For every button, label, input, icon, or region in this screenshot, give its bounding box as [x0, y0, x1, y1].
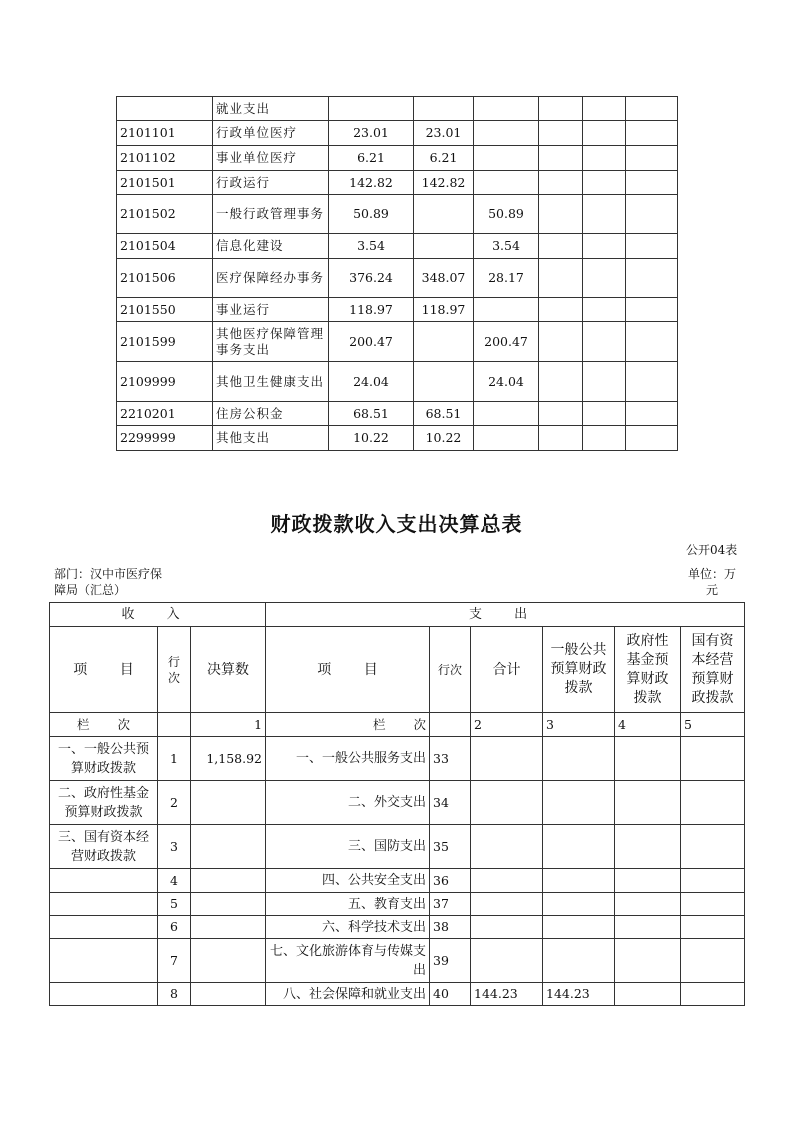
table-row [117, 362, 678, 402]
income-line: 3 [158, 825, 191, 869]
expense-line: 39 [430, 939, 471, 983]
row-col6 [539, 234, 583, 259]
row-name: 信息化建设 [213, 234, 329, 259]
expense-item: 三、国防支出 [266, 825, 430, 869]
row-col6 [539, 298, 583, 322]
expense-line: 33 [430, 737, 471, 781]
expense-line: 34 [430, 781, 471, 825]
table-row [117, 195, 678, 234]
index-expense-item: 栏 次 [266, 713, 430, 737]
income-amount [191, 893, 266, 916]
income-line: 2 [158, 781, 191, 825]
state-capital [681, 825, 745, 869]
income-amount [191, 869, 266, 893]
index-income-item: 栏 次 [50, 713, 158, 737]
row-col7 [583, 426, 626, 451]
total [471, 825, 543, 869]
row-total [329, 97, 414, 121]
expense-line: 36 [430, 869, 471, 893]
index-income-line [158, 713, 191, 737]
row-col6 [539, 402, 583, 426]
table-row [50, 916, 745, 939]
form-number: 公开04表 [686, 543, 738, 557]
income-line: 1 [158, 737, 191, 781]
row-col8 [626, 97, 678, 121]
row-col7 [583, 234, 626, 259]
income-amount: 1,158.92 [191, 737, 266, 781]
row-name: 事业运行 [213, 298, 329, 322]
row-code: 2101550 [117, 298, 213, 322]
state-capital [681, 916, 745, 939]
row-col7 [583, 146, 626, 171]
income-line: 7 [158, 939, 191, 983]
income-line: 4 [158, 869, 191, 893]
total [471, 781, 543, 825]
fiscal-appropriation-summary-table [49, 602, 745, 1006]
table-row [117, 121, 678, 146]
row-col8 [626, 322, 678, 362]
row-col6 [539, 97, 583, 121]
gov-fund [615, 916, 681, 939]
row-basic: 23.01 [414, 121, 474, 146]
state-capital [681, 737, 745, 781]
table-row [50, 893, 745, 916]
table-row [50, 825, 745, 869]
index-total: 2 [471, 713, 543, 737]
row-col8 [626, 298, 678, 322]
row-col8 [626, 146, 678, 171]
header-general-budget: 一般公共预算财政拨款 [543, 627, 615, 713]
row-col7 [583, 121, 626, 146]
income-amount [191, 781, 266, 825]
row-project [474, 121, 539, 146]
expense-item: 一、一般公共服务支出 [266, 737, 430, 781]
row-code: 2101599 [117, 322, 213, 362]
state-capital [681, 939, 745, 983]
row-basic [414, 362, 474, 402]
row-basic: 142.82 [414, 171, 474, 195]
row-project [474, 402, 539, 426]
table-row [50, 737, 745, 781]
expense-line: 37 [430, 893, 471, 916]
column-index-row [50, 713, 745, 737]
row-code: 2210201 [117, 402, 213, 426]
state-capital [681, 983, 745, 1006]
table-row [50, 781, 745, 825]
header-income-line: 行次 [158, 627, 191, 713]
income-item [50, 893, 158, 916]
row-basic [414, 97, 474, 121]
table-row [117, 171, 678, 195]
row-code: 2101504 [117, 234, 213, 259]
row-name: 其他卫生健康支出 [213, 362, 329, 402]
row-code [117, 97, 213, 121]
state-capital [681, 893, 745, 916]
row-name: 行政单位医疗 [213, 121, 329, 146]
gov-fund [615, 825, 681, 869]
row-total: 24.04 [329, 362, 414, 402]
income-amount [191, 939, 266, 983]
row-name: 就业支出 [213, 97, 329, 121]
table-row [117, 402, 678, 426]
row-total: 10.22 [329, 426, 414, 451]
row-total: 118.97 [329, 298, 414, 322]
section-header-row [50, 603, 745, 627]
table-row [117, 322, 678, 362]
row-code: 2101502 [117, 195, 213, 234]
row-col6 [539, 259, 583, 298]
row-name: 住房公积金 [213, 402, 329, 426]
income-amount [191, 916, 266, 939]
row-project [474, 171, 539, 195]
row-total: 200.47 [329, 322, 414, 362]
row-basic [414, 322, 474, 362]
row-col7 [583, 402, 626, 426]
general-budget [543, 893, 615, 916]
gov-fund [615, 737, 681, 781]
row-name: 其他医疗保障管理事务支出 [213, 322, 329, 362]
row-col7 [583, 195, 626, 234]
income-item: 二、政府性基金预算财政拨款 [50, 781, 158, 825]
row-total: 3.54 [329, 234, 414, 259]
row-code: 2101102 [117, 146, 213, 171]
gov-fund [615, 893, 681, 916]
general-budget [543, 781, 615, 825]
general-budget [543, 869, 615, 893]
general-budget [543, 737, 615, 781]
row-name: 事业单位医疗 [213, 146, 329, 171]
row-col7 [583, 97, 626, 121]
total: 144.23 [471, 983, 543, 1006]
row-project [474, 298, 539, 322]
table-row [117, 426, 678, 451]
general-budget [543, 939, 615, 983]
row-basic [414, 195, 474, 234]
row-total: 50.89 [329, 195, 414, 234]
expense-item: 八、社会保障和就业支出 [266, 983, 430, 1006]
row-basic: 10.22 [414, 426, 474, 451]
expense-item: 五、教育支出 [266, 893, 430, 916]
general-budget [543, 825, 615, 869]
row-col8 [626, 121, 678, 146]
expense-line: 40 [430, 983, 471, 1006]
total [471, 869, 543, 893]
row-project [474, 146, 539, 171]
index-gov-fund: 4 [615, 713, 681, 737]
row-col8 [626, 362, 678, 402]
row-col7 [583, 171, 626, 195]
state-capital [681, 781, 745, 825]
column-header-row [50, 627, 745, 713]
table-row [50, 983, 745, 1006]
income-item: 三、国有资本经营财政拨款 [50, 825, 158, 869]
row-total: 376.24 [329, 259, 414, 298]
general-budget [543, 916, 615, 939]
row-project: 200.47 [474, 322, 539, 362]
total [471, 893, 543, 916]
row-col8 [626, 259, 678, 298]
row-basic: 348.07 [414, 259, 474, 298]
row-col6 [539, 146, 583, 171]
expense-line: 38 [430, 916, 471, 939]
row-project: 50.89 [474, 195, 539, 234]
gov-fund [615, 983, 681, 1006]
row-code: 2101501 [117, 171, 213, 195]
department-label: 部门：汉中市医疗保障局（汇总） [54, 567, 163, 597]
income-amount [191, 825, 266, 869]
row-col6 [539, 195, 583, 234]
row-col7 [583, 362, 626, 402]
header-expense-line: 行次 [430, 627, 471, 713]
row-col6 [539, 426, 583, 451]
total [471, 939, 543, 983]
total [471, 737, 543, 781]
row-col8 [626, 234, 678, 259]
header-state-capital: 国有资本经营预算财政拨款 [681, 627, 745, 713]
row-project [474, 426, 539, 451]
table-row [50, 869, 745, 893]
table-row [50, 939, 745, 983]
header-expense-item: 项 目 [266, 627, 430, 713]
expense-item: 七、文化旅游体育与传媒支出 [266, 939, 430, 983]
row-col8 [626, 195, 678, 234]
state-capital [681, 869, 745, 893]
expense-header: 支 出 [266, 603, 745, 627]
table-row [117, 97, 678, 121]
row-col7 [583, 259, 626, 298]
gov-fund [615, 781, 681, 825]
row-basic: 118.97 [414, 298, 474, 322]
header-income-item: 项 目 [50, 627, 158, 713]
row-code: 2101506 [117, 259, 213, 298]
row-code: 2299999 [117, 426, 213, 451]
income-amount [191, 983, 266, 1006]
header-gov-fund: 政府性基金预算财政拨款 [615, 627, 681, 713]
unit-label: 单位：万元 [687, 567, 736, 597]
row-project: 28.17 [474, 259, 539, 298]
income-item [50, 916, 158, 939]
row-name: 医疗保障经办事务 [213, 259, 329, 298]
expenditure-detail-table [116, 96, 678, 451]
table-row [117, 234, 678, 259]
income-line: 6 [158, 916, 191, 939]
income-header: 收 入 [50, 603, 266, 627]
row-name: 其他支出 [213, 426, 329, 451]
row-basic: 68.51 [414, 402, 474, 426]
index-general-budget: 3 [543, 713, 615, 737]
report-title: 财政拨款收入支出决算总表 [270, 512, 523, 536]
index-expense-line [430, 713, 471, 737]
row-col7 [583, 298, 626, 322]
expense-line: 35 [430, 825, 471, 869]
row-code: 2101101 [117, 121, 213, 146]
income-item [50, 983, 158, 1006]
row-col6 [539, 121, 583, 146]
gov-fund [615, 939, 681, 983]
row-basic [414, 234, 474, 259]
index-income-amount: 1 [191, 713, 266, 737]
row-name: 行政运行 [213, 171, 329, 195]
row-project: 3.54 [474, 234, 539, 259]
total [471, 916, 543, 939]
row-project: 24.04 [474, 362, 539, 402]
row-code: 2109999 [117, 362, 213, 402]
expense-item: 六、科学技术支出 [266, 916, 430, 939]
income-item: 一、一般公共预算财政拨款 [50, 737, 158, 781]
row-total: 6.21 [329, 146, 414, 171]
table-row [117, 146, 678, 171]
row-name: 一般行政管理事务 [213, 195, 329, 234]
row-col7 [583, 322, 626, 362]
general-budget: 144.23 [543, 983, 615, 1006]
row-total: 142.82 [329, 171, 414, 195]
header-income-amount: 决算数 [191, 627, 266, 713]
gov-fund [615, 869, 681, 893]
index-state-capital: 5 [681, 713, 745, 737]
income-item [50, 939, 158, 983]
income-line: 8 [158, 983, 191, 1006]
row-col6 [539, 322, 583, 362]
table-row [117, 259, 678, 298]
income-item [50, 869, 158, 893]
row-col8 [626, 402, 678, 426]
row-col6 [539, 171, 583, 195]
expense-item: 四、公共安全支出 [266, 869, 430, 893]
table-row [117, 298, 678, 322]
row-col6 [539, 362, 583, 402]
header-total: 合计 [471, 627, 543, 713]
row-col8 [626, 171, 678, 195]
row-col8 [626, 426, 678, 451]
expense-item: 二、外交支出 [266, 781, 430, 825]
income-line: 5 [158, 893, 191, 916]
row-total: 23.01 [329, 121, 414, 146]
row-total: 68.51 [329, 402, 414, 426]
row-project [474, 97, 539, 121]
row-basic: 6.21 [414, 146, 474, 171]
